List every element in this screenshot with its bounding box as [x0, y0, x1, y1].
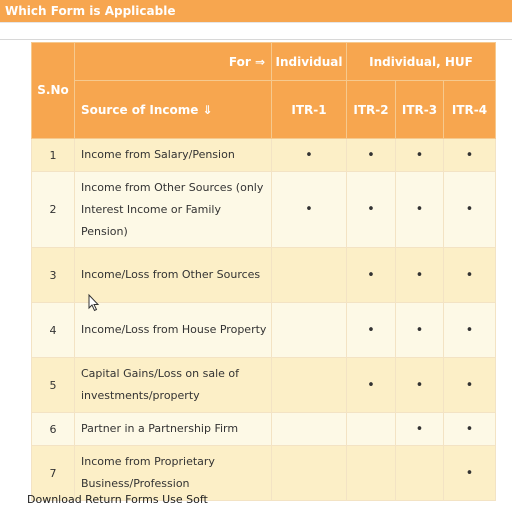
header-for: For ⇒ — [75, 43, 272, 81]
applicability-cell-itr-4 — [444, 303, 496, 358]
row-source-of-income: Income/Loss from Other Sources — [75, 248, 272, 303]
section-title: Which Form is Applicable — [5, 4, 176, 18]
applicable-bullet-icon: • — [305, 202, 313, 217]
table-row — [32, 172, 496, 248]
applicability-cell-itr-1 — [272, 303, 347, 358]
row-sno: 3 — [32, 248, 75, 303]
applicability-cell-itr-2 — [347, 248, 396, 303]
itr-applicability-table — [31, 42, 496, 501]
applicable-bullet-icon: • — [415, 421, 424, 437]
applicability-cell-itr-1 — [272, 446, 347, 501]
applicability-cell-itr-1 — [272, 358, 347, 413]
applicability-cell-itr-4 — [444, 358, 496, 413]
row-source-of-income: Income from Proprietary Business/Profession — [75, 446, 272, 501]
header-group-individual-huf: Individual, HUF — [347, 43, 496, 81]
row-source-of-income: Income/Loss from House Property — [75, 303, 272, 358]
title-divider — [0, 39, 512, 40]
applicable-bullet-icon: • — [415, 267, 424, 283]
applicable-bullet-icon: • — [415, 147, 424, 163]
applicability-cell-itr-1 — [272, 139, 347, 172]
applicability-cell-itr-3 — [396, 248, 444, 303]
row-sno: 6 — [32, 413, 75, 446]
row-sno: 1 — [32, 139, 75, 172]
applicability-cell-itr-4 — [444, 172, 496, 248]
applicability-cell-itr-3 — [396, 139, 444, 172]
row-source-of-income: Capital Gains/Loss on sale of investments/property — [75, 358, 272, 413]
row-sno: 5 — [32, 358, 75, 413]
applicable-bullet-icon: • — [367, 322, 375, 338]
applicability-cell-itr-3 — [396, 303, 444, 358]
applicable-bullet-icon: • — [367, 202, 375, 217]
applicability-cell-itr-2 — [347, 139, 396, 172]
applicability-cell-itr-3 — [396, 358, 444, 413]
applicable-bullet-icon: • — [415, 202, 424, 217]
applicable-bullet-icon: • — [465, 147, 474, 163]
applicable-bullet-icon: • — [465, 267, 474, 283]
applicable-bullet-icon: • — [367, 147, 375, 163]
mouse-cursor-icon — [88, 294, 100, 312]
row-sno: 2 — [32, 172, 75, 248]
applicability-cell-itr-4 — [444, 446, 496, 501]
applicability-cell-itr-3 — [396, 446, 444, 501]
header-itr-2: ITR-2 — [347, 81, 396, 139]
table-row — [32, 248, 496, 303]
header-sno: S.No — [32, 43, 75, 139]
applicable-bullet-icon: • — [415, 322, 424, 338]
applicability-cell-itr-4 — [444, 139, 496, 172]
applicability-cell-itr-4 — [444, 248, 496, 303]
footer-text: Download Return Forms Use Soft — [27, 493, 208, 506]
header-group-individual: Individual — [272, 43, 347, 81]
applicable-bullet-icon: • — [367, 377, 375, 393]
table-row — [32, 139, 496, 172]
applicability-cell-itr-2 — [347, 358, 396, 413]
row-sno: 4 — [32, 303, 75, 358]
header-source-of-income: Source of Income ⇓ — [75, 81, 272, 139]
applicable-bullet-icon: • — [465, 465, 474, 481]
applicability-cell-itr-1 — [272, 172, 347, 248]
row-sno: 7 — [32, 446, 75, 501]
applicable-bullet-icon: • — [465, 421, 474, 437]
applicability-cell-itr-3 — [396, 413, 444, 446]
applicable-bullet-icon: • — [367, 267, 375, 283]
row-source-of-income: Income from Other Sources (only Interest Income or Family Pension) — [75, 172, 272, 248]
table-row — [32, 413, 496, 446]
header-itr-4: ITR-4 — [444, 81, 496, 139]
applicable-bullet-icon: • — [305, 147, 313, 163]
row-source-of-income: Income from Salary/Pension — [75, 139, 272, 172]
footer-text-fragment — [27, 493, 307, 506]
applicable-bullet-icon: • — [465, 322, 474, 338]
table-row — [32, 303, 496, 358]
applicability-cell-itr-2 — [347, 303, 396, 358]
applicability-cell-itr-4 — [444, 413, 496, 446]
applicability-cell-itr-3 — [396, 172, 444, 248]
applicability-cell-itr-2 — [347, 446, 396, 501]
section-title-bar — [0, 0, 512, 23]
applicability-cell-itr-2 — [347, 172, 396, 248]
header-itr-1: ITR-1 — [272, 81, 347, 139]
applicability-cell-itr-1 — [272, 248, 347, 303]
applicable-bullet-icon: • — [465, 377, 474, 393]
row-source-of-income: Partner in a Partnership Firm — [75, 413, 272, 446]
applicable-bullet-icon: • — [465, 202, 474, 217]
applicable-bullet-icon: • — [415, 377, 424, 393]
header-itr-3: ITR-3 — [396, 81, 444, 139]
table-row — [32, 358, 496, 413]
applicability-cell-itr-2 — [347, 413, 396, 446]
applicability-cell-itr-1 — [272, 413, 347, 446]
